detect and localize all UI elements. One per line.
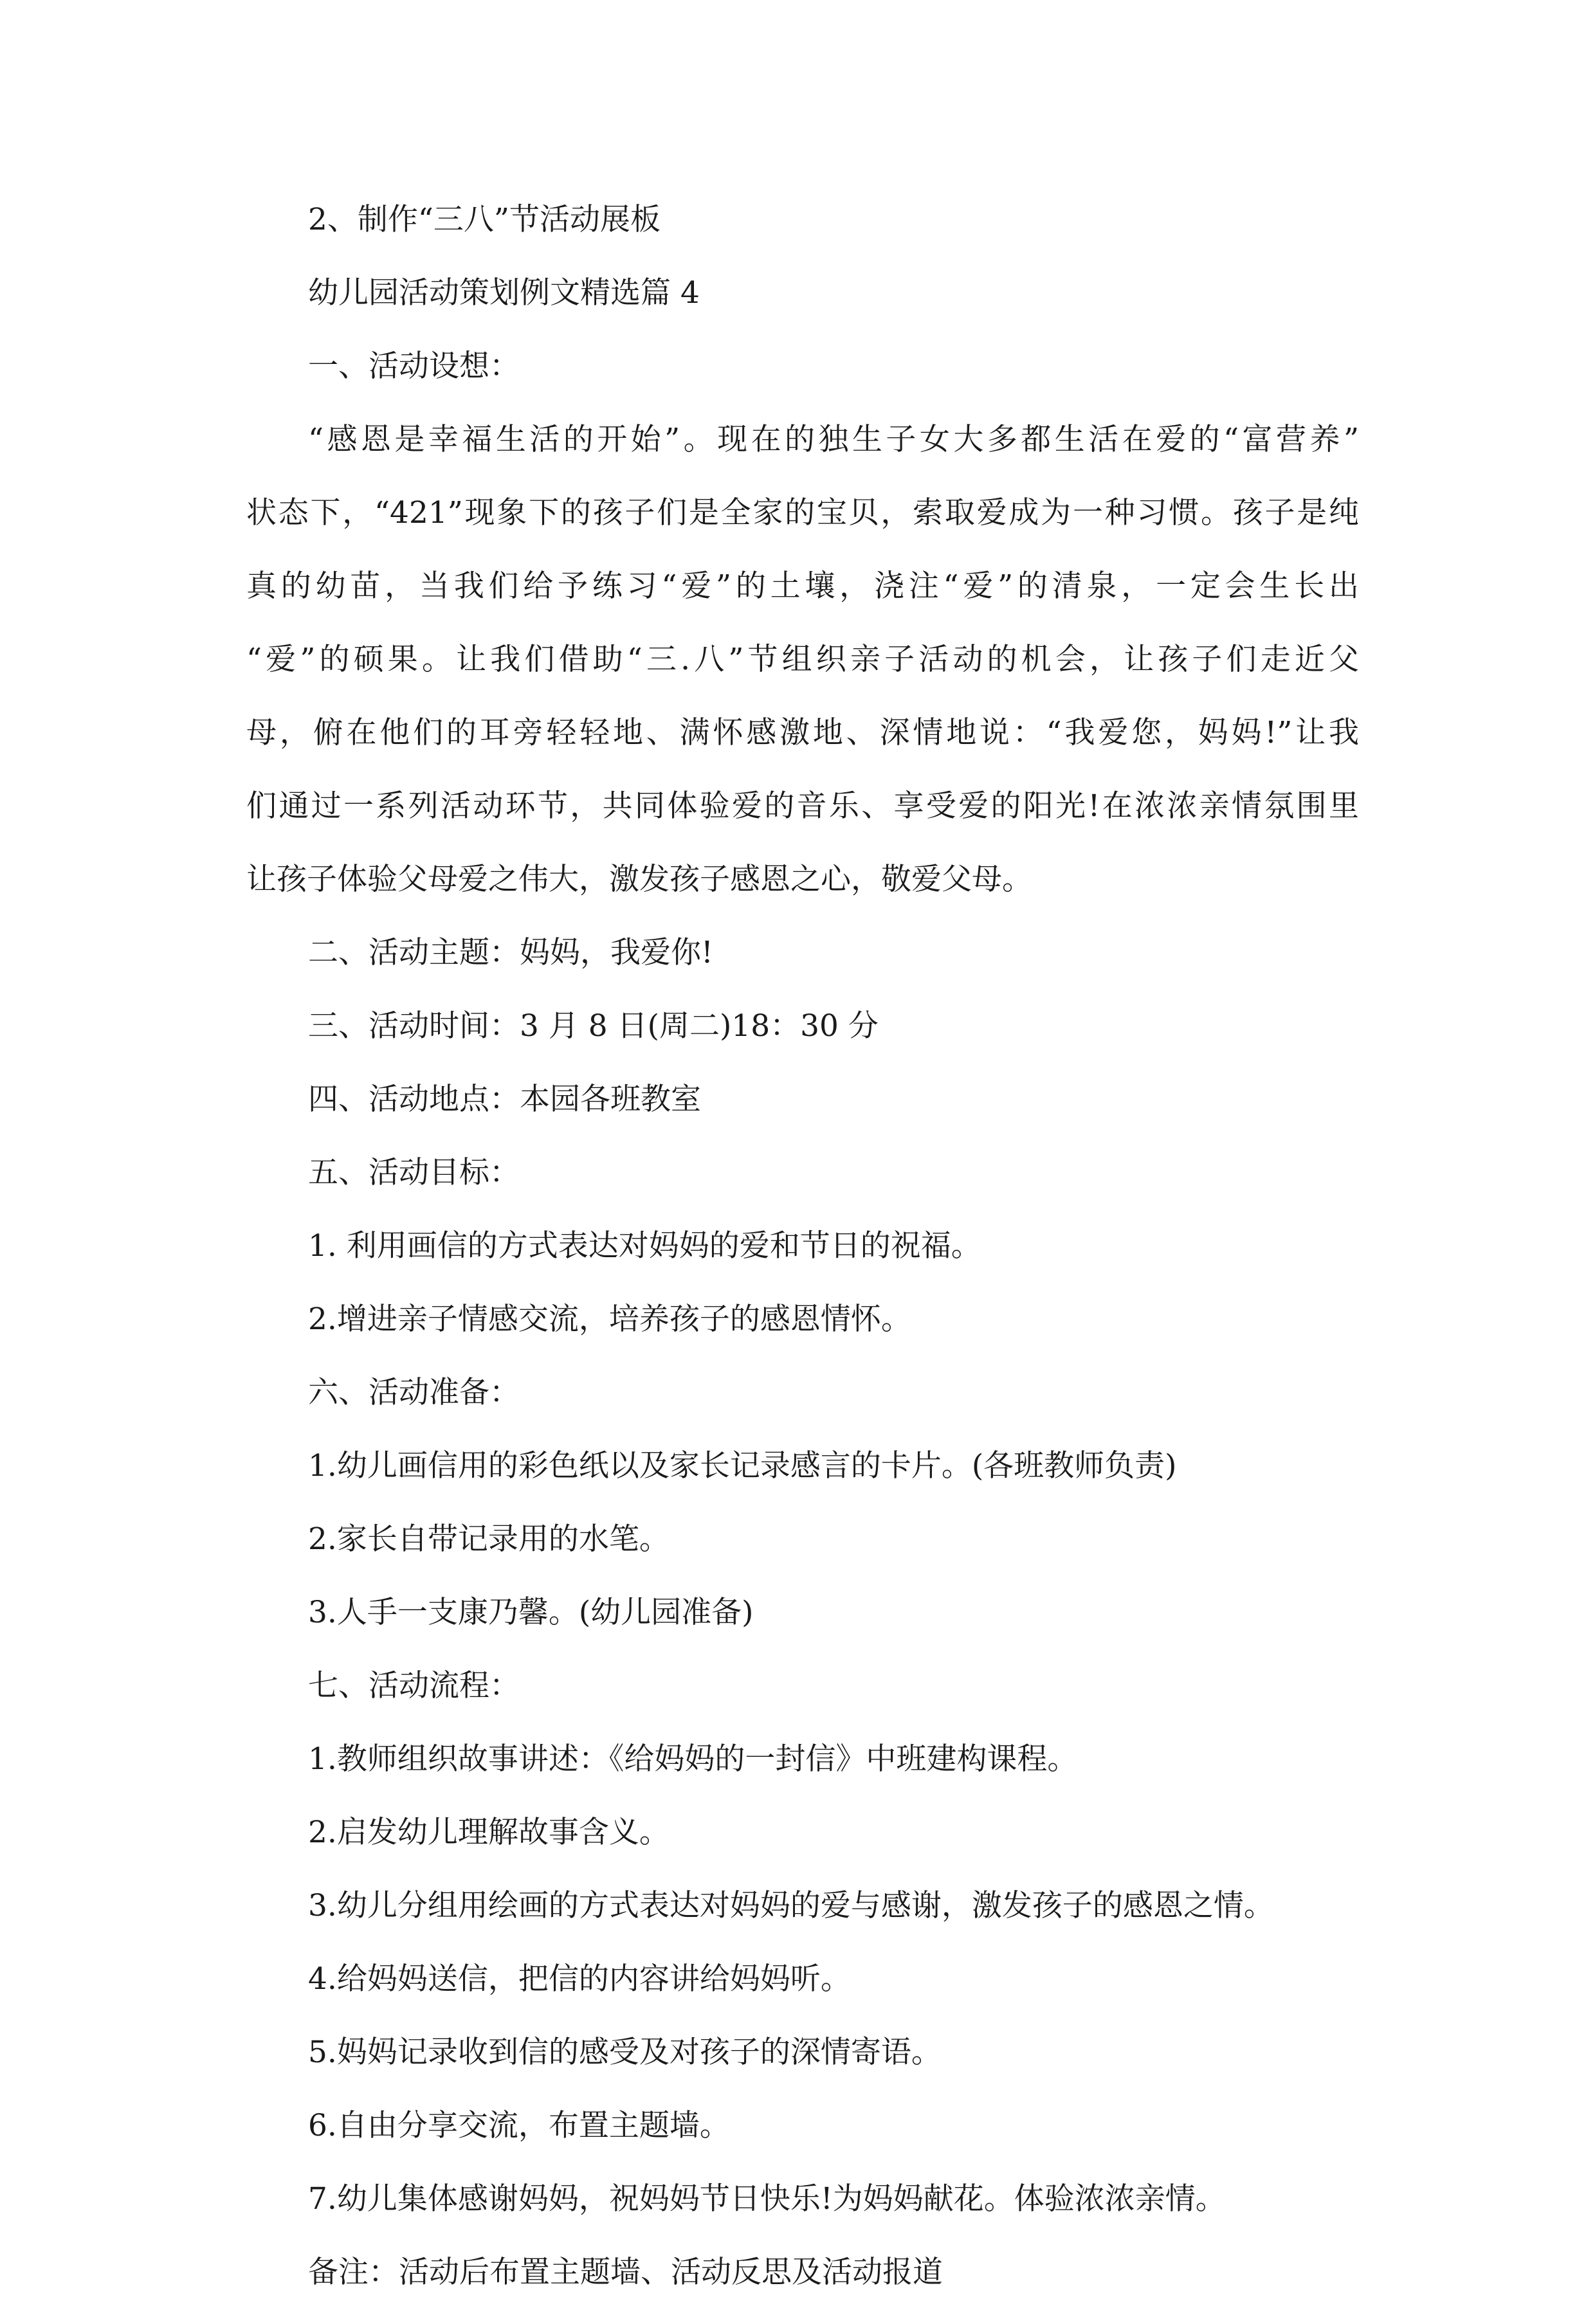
list-item: 1.教师组织故事讲述：《给妈妈的一封信》中班建构课程。 (308, 1741, 1078, 1777)
paragraph-line: 母，俯在他们的耳旁轻轻地、满怀感激地、深情地说：“我爱您，妈妈!”让我 (246, 715, 1359, 750)
document-body (246, 198, 1359, 2324)
heading-theme: 二、活动主题：妈妈，我爱你! (308, 935, 713, 970)
paragraph-line: 真的幼苗，当我们给予练习“爱”的土壤，浇注“爱”的清泉，一定会生长出 (246, 568, 1359, 604)
section-title: 幼儿园活动策划例文精选篇 4 (308, 275, 700, 311)
list-item: 3.幼儿分组用绘画的方式表达对妈妈的爱与感谢，激发孩子的感恩之情。 (308, 1888, 1274, 1923)
list-item: 1.幼儿画信用的彩色纸以及家长记录感言的卡片。(各班教师负责) (308, 1448, 1177, 1484)
paragraph-line: 们通过一系列活动环节，共同体验爱的音乐、享受爱的阳光!在浓浓亲情氛围里 (246, 788, 1359, 824)
list-item: 5.妈妈记录收到信的感受及对孩子的深情寄语。 (308, 2035, 942, 2070)
list-item: 7.幼儿集体感谢妈妈，祝妈妈节日快乐!为妈妈献花。体验浓浓亲情。 (308, 2181, 1226, 2217)
heading-preparation: 六、活动准备： (308, 1375, 520, 1410)
note-line: 备注：活动后布置主题墙、活动反思及活动报道 (308, 2255, 943, 2290)
list-item: 3.人手一支康乃馨。(幼儿园准备) (308, 1595, 754, 1630)
heading-goals: 五、活动目标： (308, 1155, 520, 1190)
paragraph-line: “爱”的硕果。让我们借助“三.八”节组织亲子活动的机会，让孩子们走近父 (246, 642, 1359, 677)
heading-time: 三、活动时间：3 月 8 日(周二)18：30 分 (308, 1008, 879, 1044)
heading-location: 四、活动地点：本园各班教室 (308, 1082, 701, 1117)
list-item: 6.自由分享交流，布置主题墙。 (308, 2108, 730, 2143)
paragraph-line: 状态下，“421”现象下的孩子们是全家的宝贝，索取爱成为一种习惯。孩子是纯 (246, 495, 1359, 531)
paragraph-line: 让孩子体验父母爱之伟大，激发孩子感恩之心，敬爱父母。 (246, 862, 1032, 897)
text-line: 2、制作“三八”节活动展板 (308, 202, 661, 237)
list-item: 1. 利用画信的方式表达对妈妈的爱和节日的祝福。 (308, 1228, 981, 1264)
paragraph-line: “感恩是幸福生活的开始”。现在的独生子女大多都生活在爱的“富营养” (308, 422, 1359, 457)
list-item: 2.家长自带记录用的水笔。 (308, 1521, 670, 1557)
list-item: 2.启发幼儿理解故事含义。 (308, 1815, 670, 1850)
list-item: 4.给妈妈送信，把信的内容讲给妈妈听。 (308, 1961, 851, 1997)
heading-idea: 一、活动设想： (308, 349, 520, 384)
idea-paragraph (246, 418, 1359, 902)
list-item: 2.增进亲子情感交流，培养孩子的感恩情怀。 (308, 1302, 911, 1337)
heading-process: 七、活动流程： (308, 1668, 520, 1703)
